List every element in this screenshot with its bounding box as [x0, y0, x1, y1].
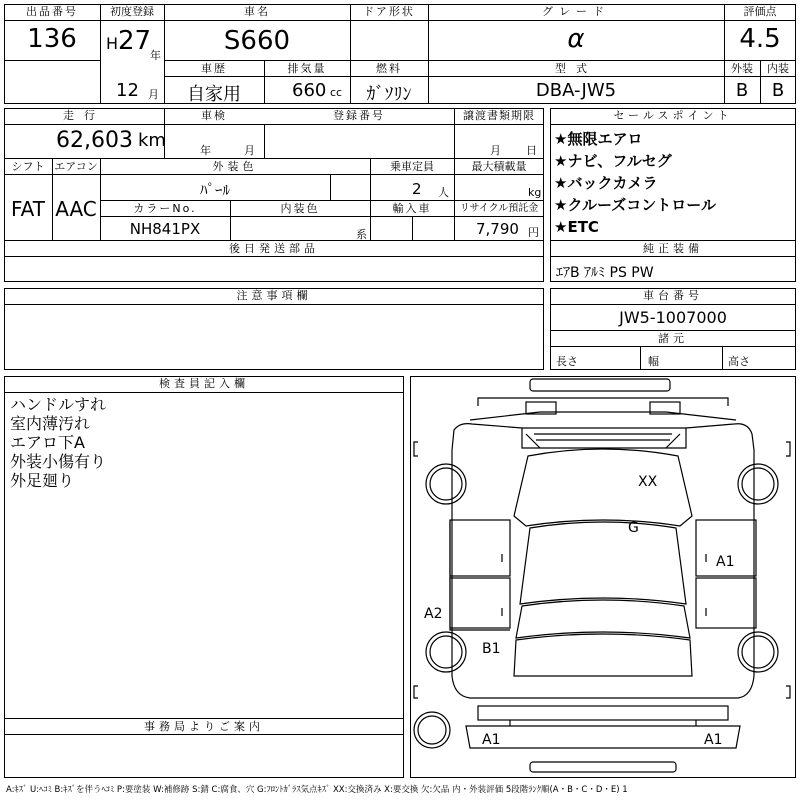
selling-point-item: ★ナビ、フルセグ: [554, 152, 672, 170]
car-diagram: [410, 376, 796, 778]
insp-year-unit: 年: [200, 144, 211, 157]
mark-left-front: B1: [482, 641, 501, 657]
ext-color-value: ﾊﾟｰﾙ: [199, 181, 230, 199]
reg-month: 12: [116, 80, 139, 101]
notes-header: 注意事項欄: [236, 289, 312, 302]
chassis-header: 車台番号: [643, 289, 703, 302]
model-value: DBA-JW5: [535, 80, 617, 101]
door-header: ドア形状: [363, 5, 415, 18]
selling-points-header: セールスポイント: [613, 109, 733, 122]
month-unit: 月: [148, 88, 159, 101]
exterior-grade-value: B: [735, 80, 749, 101]
exterior-grade-header: 外装: [731, 62, 753, 75]
capacity-value: 2: [412, 180, 422, 198]
selling-point-item: ★無限エアロ: [554, 130, 643, 148]
reg-no-header: 登録番号: [333, 109, 385, 122]
model-header: 型式: [555, 62, 597, 75]
displacement-unit: cc: [330, 86, 343, 99]
max-load-header: 最大積載量: [471, 160, 527, 173]
chassis-value: JW5-1007000: [619, 308, 727, 327]
recycle-value: 7,790: [476, 220, 519, 238]
inspector-note: 外足廻り: [10, 471, 75, 490]
deadline-day-unit: 日: [526, 144, 537, 157]
selling-point-item: ★クルーズコントロール: [554, 196, 716, 214]
reg-year: 27: [118, 26, 152, 56]
score-value: 4.5: [739, 24, 781, 54]
first-reg-header: 初度登録: [110, 5, 154, 18]
deadline-header: 譲渡書類期限: [463, 109, 535, 122]
reg-era: H: [106, 34, 119, 53]
mark-right-side: A1: [716, 554, 735, 570]
shift-header: シフト: [11, 160, 45, 173]
history-value: 自家用: [187, 84, 241, 105]
spec-length: 長さ: [556, 355, 578, 368]
car-name-header: 車名: [244, 5, 270, 18]
genuine-equipment-header: 純正装備: [643, 242, 703, 255]
inspector-note: エアロ下A: [10, 433, 85, 452]
aircon-header: エアコン: [54, 160, 98, 173]
recycle-unit: 円: [528, 226, 539, 239]
mileage-header: 走行: [63, 109, 105, 122]
selling-point-item: ★ETC: [554, 218, 599, 236]
inspector-note: 外装小傷有り: [10, 452, 107, 471]
load-unit: kg: [528, 186, 542, 199]
legend: A:ｷｽﾞ U:ﾍｺﾐ B:ｷｽﾞを伴うﾍｺﾐ P:要塗装 W:補修跡 S:錆 C:腐食、穴 G:ﾌﾛﾝﾄｶﾞﾗｽ気点ｷｽﾞ XX:交換済み X:要交換 欠:欠品 内・外装評価 5段階ﾗﾝｸ順(A・B・C・D・E) 1: [6, 785, 628, 795]
grade-header: グレード: [542, 5, 610, 18]
import-header: 輸入車: [392, 202, 432, 215]
year-unit: 年: [150, 49, 161, 62]
mileage-unit: km: [138, 130, 166, 151]
genuine-equipment-value: ｴｱB ｱﾙﾐ PS PW: [556, 265, 654, 281]
mark-bottom-left: A1: [482, 732, 501, 748]
deadline-month-unit: 月: [490, 144, 501, 157]
car-name: S660: [223, 26, 291, 56]
mileage-value: 62,603: [56, 128, 133, 153]
interior-grade-header: 内装: [767, 62, 789, 75]
interior-grade-value: B: [771, 80, 785, 101]
spec-height: 高さ: [728, 355, 750, 368]
mark-bottom-right: A1: [704, 732, 723, 748]
aircon-value: AAC: [55, 197, 97, 221]
lot-no-header: 出品番号: [26, 5, 78, 18]
selling-point-item: ★バックカメラ: [554, 174, 658, 192]
score-header: 評価点: [743, 5, 777, 18]
ext-color-header: 外装色: [212, 160, 258, 173]
inspector-note: 室内薄汚れ: [10, 414, 91, 433]
color-no-value: NH841PX: [129, 220, 201, 238]
specs-header: 諸元: [658, 332, 688, 345]
capacity-unit: 人: [438, 186, 449, 199]
deferred-parts-header: 後日発送部品: [229, 242, 319, 255]
inspector-header: 検査員記入欄: [159, 377, 249, 390]
int-color-header: 内装色: [280, 202, 320, 215]
mark-glass: G: [628, 520, 639, 536]
spec-width: 幅: [648, 355, 659, 368]
fuel-header: 燃料: [376, 62, 402, 75]
lot-number: 136: [27, 24, 77, 54]
office-header: 事務局よりご案内: [144, 720, 264, 733]
mark-left-side: A2: [424, 606, 443, 622]
displacement-value: 660: [292, 80, 327, 101]
history-header: 車歴: [201, 62, 227, 75]
fuel-value: ｶﾞｿﾘﾝ: [366, 84, 412, 105]
inspection-header: 車検: [201, 109, 227, 122]
capacity-header: 乗車定員: [390, 160, 434, 173]
displacement-header: 排気量: [287, 62, 327, 75]
grade-value: α: [567, 24, 585, 54]
shift-value: FAT: [10, 197, 45, 221]
inspector-note: ハンドルすれ: [10, 395, 107, 414]
int-color-unit: 系: [356, 228, 367, 241]
insp-month-unit: 月: [244, 144, 255, 157]
color-no-header: カラーNo.: [133, 202, 197, 215]
recycle-header: リサイクル預託金: [459, 203, 539, 214]
mark-roof: XX: [638, 474, 658, 490]
